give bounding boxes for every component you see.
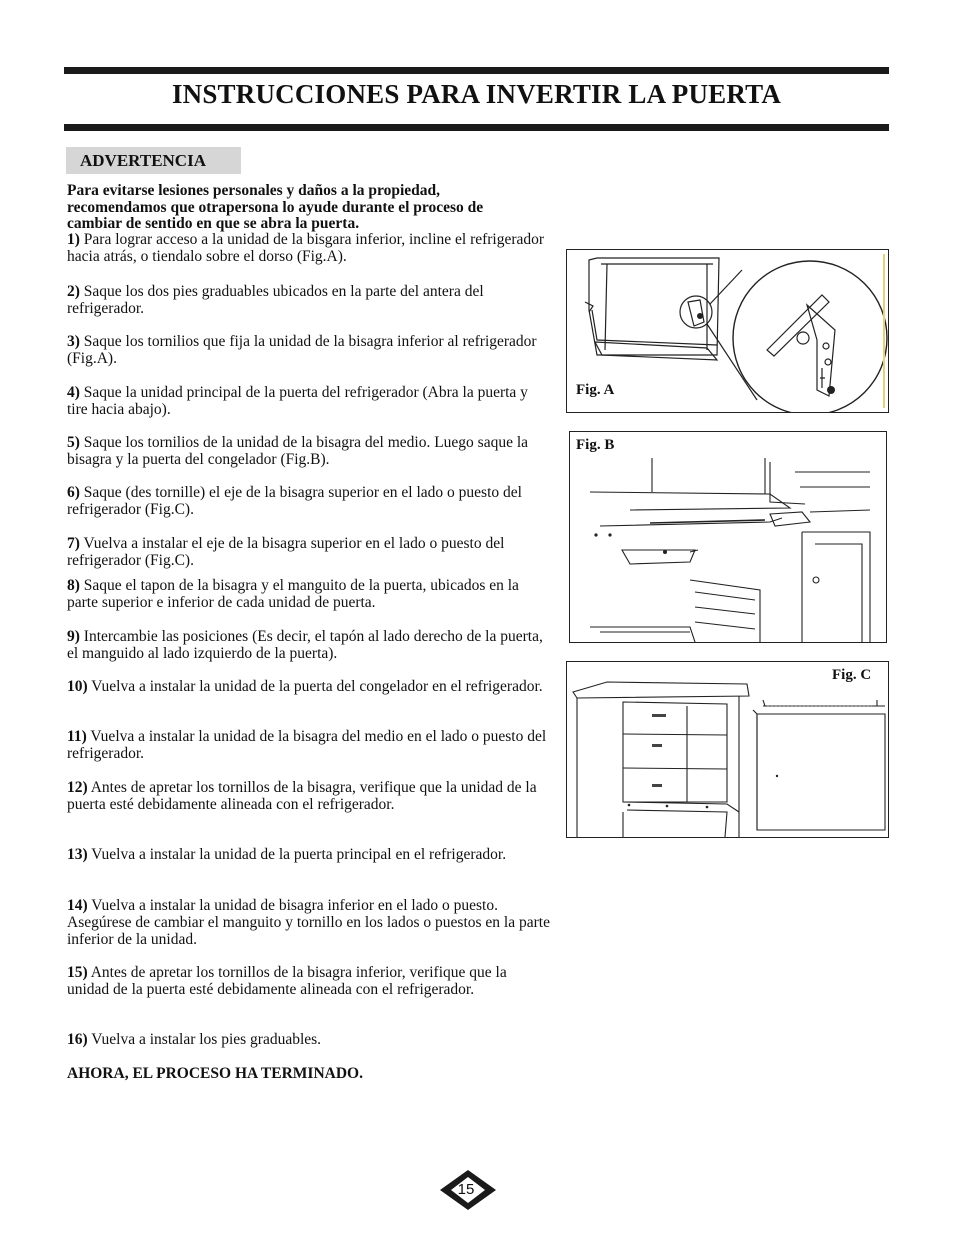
- step-5: 5) Saque los tornilios de la unidad de la bisagra del medio. Luego saque la bisagra y la puerta del congelador (Fig.B).: [67, 434, 529, 468]
- step-13: 13) Vuelva a instalar la unidad de la puerta principal en el refrigerador.: [67, 846, 507, 863]
- figure-c: [566, 661, 889, 838]
- page-number-badge: [438, 1168, 498, 1212]
- step-7: 7) Vuelva a instalar el eje de la bisagra superior en el lado o puesto del refrigerador (Fig.C).: [67, 535, 505, 569]
- top-rule: [64, 67, 889, 74]
- step-12: 12) Antes de apretar los tornillos de la bisagra, verifique que la unidad de la puerta esté debidamente alineada con el refrigerador.: [67, 779, 537, 813]
- step-14: 14) Vuelva a instalar la unidad de bisagra inferior en el lado o puesto. Asegúrese de cambiar el manguito y tornillo en los lados o puestos en la parte inferior de la unidad.: [67, 897, 550, 948]
- figure-c-label: Fig. C: [832, 667, 872, 683]
- step-8: 8) Saque el tapon de la bisagra y el manguito de la puerta, ubicados en la parte superior e inferior de cada unidad de puerta.: [67, 577, 519, 611]
- figure-b: [569, 431, 887, 643]
- figure-b-label: Fig. B: [576, 437, 615, 453]
- step-9: 9) Intercambie las posiciones (Es decir, el tapón al lado derecho de la puerta, el manguido al lado izquierdo de la puerta).: [67, 628, 543, 662]
- step-11: 11) Vuelva a instalar la unidad de la bisagra del medio en el lado o puesto del refrigerador.: [67, 728, 547, 762]
- step-2: 2) Saque los dos pies graduables ubicados en la parte del antera del refrigerador.: [67, 283, 484, 317]
- completion-note: AHORA, EL PROCESO HA TERMINADO.: [67, 1065, 363, 1082]
- warning-label: ADVERTENCIA: [66, 147, 241, 174]
- figure-b-illustration: [570, 432, 886, 642]
- figure-a-label: Fig. A: [576, 382, 615, 398]
- figure-a: [566, 249, 889, 413]
- step-3: 3) Saque los tornilios que fija la unidad de la bisagra inferior al refrigerador (Fig.A).: [67, 333, 537, 367]
- step-10: 10) Vuelva a instalar la unidad de la puerta del congelador en el refrigerador.: [67, 678, 543, 695]
- figure-a-illustration: [567, 250, 888, 412]
- title-underline-rule: [64, 124, 889, 131]
- step-6: 6) Saque (des tornille) el eje de la bisagra superior en el lado o puesto del refrigerador (Fig.C).: [67, 484, 522, 518]
- page-number: 15: [457, 1181, 475, 1198]
- step-16: 16) Vuelva a instalar los pies graduables.: [67, 1031, 322, 1048]
- page-title: INSTRUCCIONES PARA INVERTIR LA PUERTA: [171, 79, 782, 109]
- figure-c-illustration: [567, 662, 888, 837]
- step-15: 15) Antes de apretar los tornillos de la bisagra inferior, verifique que la unidad de la puerta esté debidamente alineada con el refrigerador.: [67, 964, 507, 998]
- warning-text: Para evitarse lesiones personales y daños a la propiedad, recomendamos que otrapersona lo ayude durante el proceso de cambiar de sentido en que se abra la puerta.: [67, 182, 484, 232]
- step-4: 4) Saque la unidad principal de la puerta del refrigerador (Abra la puerta y tire hacia abajo).: [67, 384, 528, 418]
- step-1: 1) Para lograr acceso a la unidad de la bisgara inferior, incline el refrigerador hacia atrás, o tiendalo sobre el dorso (Fig.A).: [67, 231, 545, 265]
